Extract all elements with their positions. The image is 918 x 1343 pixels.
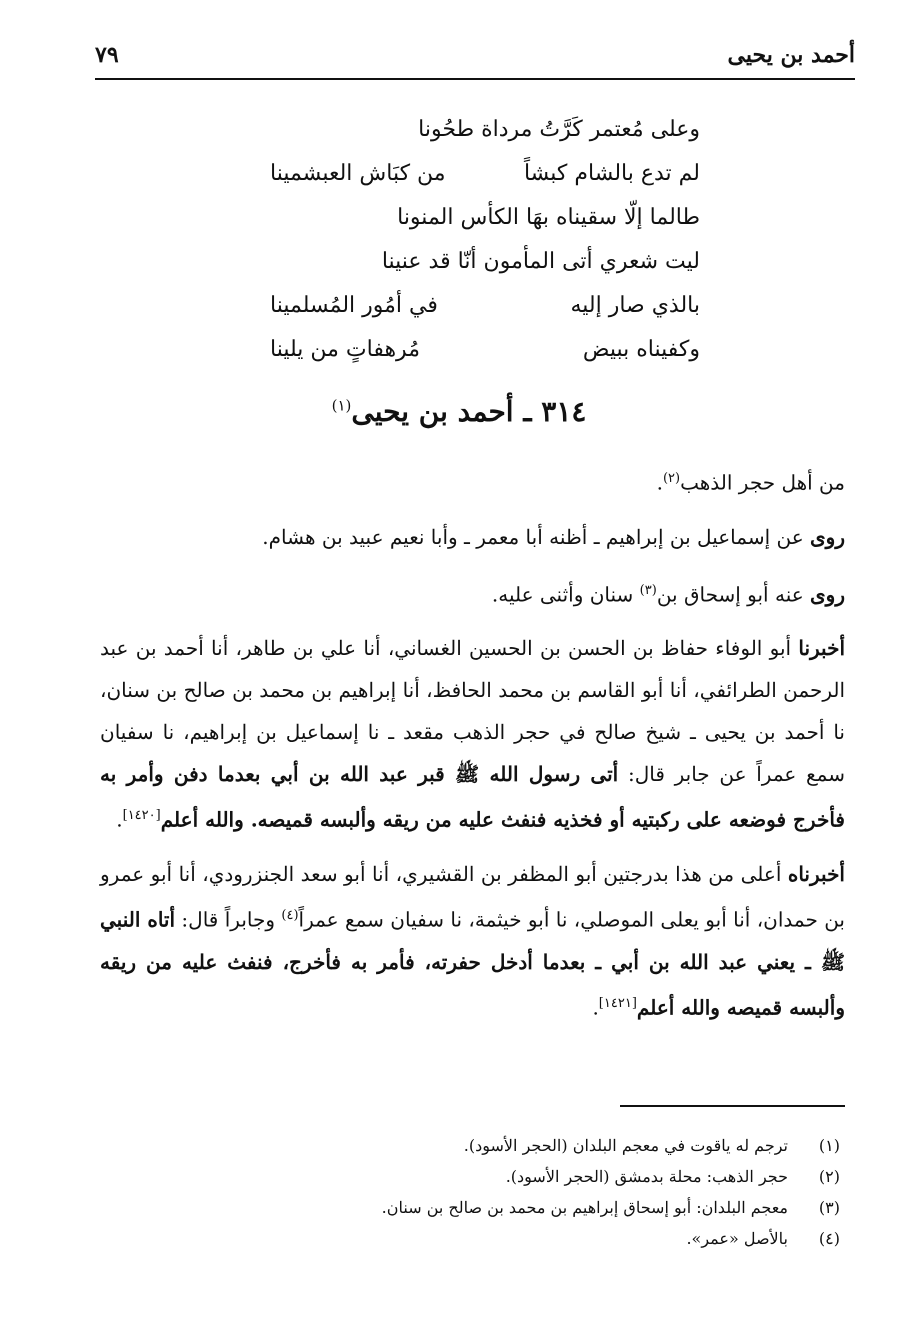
narrated-from-paragraph: روى عن إسماعيل بن إبراهيم ـ أظنه أبا معمر ـ وأبا نعيم عبيد بن هشام. (262, 524, 845, 549)
entry-body (100, 458, 845, 1040)
footnote-ref: (٢) (662, 471, 681, 486)
page-number: ٧٩ (95, 42, 119, 68)
origin-paragraph: من أهل حجر الذهب$^{(٢)}$. (656, 470, 845, 495)
footnote-text: ترجم له ياقوت في معجم البلدان (الحجر الأسود). (463, 1136, 788, 1155)
hadith-paragraph: أخبرناه أعلى من هذا بدرجتين أبو المظفر بن القشيري، أنا أبو سعد الجنزرودي، أنا أبو عمرو بن حمدان، أنا أبو يعلى الموصلي، نا أبو خيثمة، نا سفيان سمع عمراً$^{(٤)}$ وجابراً قال: أتاه النبي ﷺ ـ يعني عبد الله بن أبي ـ بعدما أدخل حفرته، فأمر به فأخرج، فنفث عليه من ريقه وألبسه قميصه والله أعلم[١٤٢١]. (100, 861, 845, 1020)
verse-line (270, 240, 700, 284)
verse-line (270, 328, 700, 372)
hadith-text: أتاه النبي ﷺ ـ يعني عبد الله بن أبي ـ بعدما أدخل حفرته، فأمر به فأخرج، فنفث عليه من ريقه وألبسه قميصه والله أعلم (100, 907, 845, 1020)
footnote-ref: (١) (331, 396, 352, 415)
footnote-number: (٤) (818, 1229, 840, 1248)
verse-line (270, 108, 700, 152)
poem (270, 108, 700, 372)
lead-word: روى (810, 582, 845, 607)
footnotes (100, 1130, 840, 1254)
lead-word: أخبرناه (787, 861, 845, 886)
verse-first-half: وعلى مُعتمر كَرَّتُ مرداة طحُونا (418, 117, 700, 142)
verse-first-half: طالما إلّا سقيناه بهَا الكأس المنونا (397, 205, 700, 230)
footnote-number: (١) (818, 1136, 840, 1155)
verse-first-half: ليت شعري أتى المأمون أنّا قد عنينا (381, 249, 700, 274)
footnote (100, 1161, 840, 1192)
footnote (100, 1130, 840, 1161)
hadith-text: أتى رسول الله ﷺ قبر عبد الله بن أبي بعدما دفن وأمر به فأخرج فوضعه على ركبتيه أو فخذيه فنفث عليه من ريقه وألبسه قميصه. والله أعلم (100, 762, 845, 832)
footnote-text: حجر الذهب: محلة بدمشق (الحجر الأسود). (505, 1167, 788, 1186)
hadith-number: [١٤٢١] (598, 995, 637, 1011)
verse-second-half: مُرهفاتٍ من يلينا (270, 337, 420, 362)
footnote-ref: (٤) (281, 907, 299, 923)
footnote (100, 1223, 840, 1254)
verse-first-half: وكفيناه ببيض (582, 337, 700, 362)
verse-second-half: من كبَاش العبشمينا (270, 161, 446, 186)
footnote-text: معجم البلدان: أبو إسحاق إبراهيم بن محمد بن صالح بن سنان. (381, 1198, 788, 1217)
page-header (95, 38, 855, 80)
footnote-text: بالأصل «عمر». (686, 1229, 788, 1248)
footnote-number: (٢) (818, 1167, 840, 1186)
verse-line (270, 152, 700, 196)
hadith-number: [١٤٢٠] (122, 808, 161, 824)
hadith-paragraph: أخبرنا أبو الوفاء حفاظ بن الحسن بن الحسين الغساني، أنا علي بن طاهر، أنا أحمد بن عبد الرحمن الطرائفي، أنا أبو القاسم بن محمد الحافظ، أنا إبراهيم بن محمد بن صالح بن سنان، نا أحمد بن يحيى ـ شيخ صالح في حجر الذهب مقعد ـ نا إسماعيل بن إبراهيم، نا سفيان سمع عمراً عن جابر قال: أتى رسول الله ﷺ قبر عبد الله بن أبي بعدما دفن وأمر به فأخرج فوضعه على ركبتيه أو فخذيه فنفث عليه من ريقه وألبسه قميصه. والله أعلم[١٤٢٠]. (100, 636, 846, 832)
verse-first-half: بالذي صار إليه (570, 293, 700, 318)
verse-line (270, 284, 700, 328)
footnote-number: (٣) (818, 1198, 840, 1217)
lead-word: أخبرنا (798, 636, 845, 661)
verse-second-half: في أمُور المُسلمينا (270, 293, 438, 318)
entry-title (0, 395, 918, 428)
footnote-divider (620, 1105, 845, 1107)
footnote (100, 1192, 840, 1223)
verse-line (270, 196, 700, 240)
narrated-by-paragraph: روى عنه أبو إسحاق بن$^{(٣)}$ سنان وأثنى عليه. (491, 582, 845, 607)
running-head: أحمد بن يحيى (727, 42, 855, 68)
verse-first-half: لم تدع بالشام كبشاً (523, 161, 700, 186)
entry-title-text: ٣١٤ ـ أحمد بن يحيى (351, 395, 587, 428)
footnote-ref: (٣) (639, 582, 657, 598)
lead-word: روى (810, 524, 845, 549)
